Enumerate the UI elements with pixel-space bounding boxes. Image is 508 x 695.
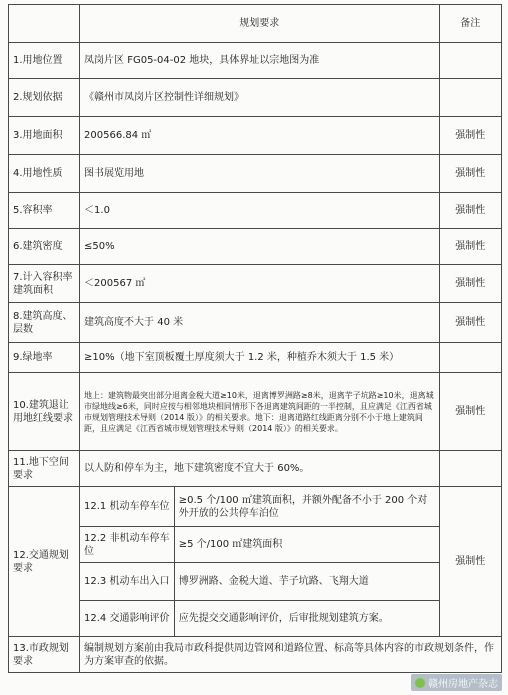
row-remark: 强制性 xyxy=(439,303,501,343)
traffic-sub-content: 应先提交交通影响评价，后审批规划建筑方案。 xyxy=(174,601,439,637)
row-remark: 强制性 xyxy=(439,265,501,303)
row-item: 5.容积率 xyxy=(9,193,80,229)
row-remark: 强制性 xyxy=(439,373,501,451)
row-item: 8.建筑高度、层数 xyxy=(9,303,80,343)
municipal-item: 13.市政规划要求 xyxy=(9,637,80,673)
table-row xyxy=(9,343,502,373)
traffic-sub-row xyxy=(9,487,502,527)
traffic-sub-content: ≥0.5 个/100 ㎡建筑面积，并额外配备不小于 200 个对外开放的公共停车泊位 xyxy=(174,487,439,527)
row-item: 2.规划依据 xyxy=(9,79,80,117)
table-row xyxy=(9,265,502,303)
row-item: 7.计入容积率建筑面积 xyxy=(9,265,80,303)
table-row xyxy=(9,155,502,193)
row-remark xyxy=(439,343,501,373)
row-content: 地上：建筑物最突出部分退离金税大道≥10米，退离博罗洲路≥8米，退离芋子坑路≥10米，退离城市绿地线≥6米，同时应按与相邻地块相同情形下各退离建筑间距的一半控制，且应满足《江西省城市规划管理技术导则（2014 版）》的相关要求。地下：退离道路红线距离分别不小于地上建筑间距，且应满足《江西省城市规划管理技术导则（2014 版）》的相关要求。 xyxy=(80,373,440,451)
traffic-sub-row xyxy=(9,527,502,563)
row-content: 以人防和停车为主，地下建筑密度不宜大于 60%。 xyxy=(80,451,440,487)
table-row xyxy=(9,193,502,229)
watermark xyxy=(411,674,502,691)
planning-conditions-sheet xyxy=(8,4,502,673)
wechat-icon xyxy=(415,678,425,688)
table-row xyxy=(9,79,502,117)
table-row xyxy=(9,303,502,343)
municipal-row xyxy=(9,637,502,673)
row-item: 3.用地面积 xyxy=(9,117,80,155)
traffic-sub-label: 12.3 机动车出入口 xyxy=(80,563,175,601)
traffic-sub-content: ≥5 个/100 ㎡建筑面积 xyxy=(174,527,439,563)
row-content: ＜1.0 xyxy=(80,193,440,229)
table-row xyxy=(9,43,502,79)
row-content: 《赣州市凤岗片区控制性详细规划》 xyxy=(80,79,440,117)
row-content: 凤岗片区 FG05-04-02 地块，具体界址以宗地图为准 xyxy=(80,43,440,79)
row-content: 图书展览用地 xyxy=(80,155,440,193)
row-item: 11.地下空间要求 xyxy=(9,451,80,487)
traffic-remark: 强制性 xyxy=(439,487,501,637)
traffic-sub-content: 博罗洲路、金税大道、芋子坑路、飞翔大道 xyxy=(174,563,439,601)
row-remark: 强制性 xyxy=(439,193,501,229)
row-item: 10.建筑退让用地红线要求 xyxy=(9,373,80,451)
row-remark: 强制性 xyxy=(439,155,501,193)
traffic-sub-row xyxy=(9,563,502,601)
row-content: ≥10%（地下室顶板覆土厚度须大于 1.2 米，种植乔木须大于 1.5 米） xyxy=(80,343,440,373)
remarks-header: 备注 xyxy=(439,5,501,43)
traffic-sub-label: 12.4 交通影响评价 xyxy=(80,601,175,637)
planning-table xyxy=(8,4,502,673)
row-content: ＜200567 ㎡ xyxy=(80,265,440,303)
row-item: 9.绿地率 xyxy=(9,343,80,373)
requirements-header: 规划要求 xyxy=(80,5,440,43)
table-header-row xyxy=(9,5,502,43)
table-row xyxy=(9,451,502,487)
row-content: 200566.84 ㎡ xyxy=(80,117,440,155)
row-remark xyxy=(439,43,501,79)
municipal-content: 编制规划方案前由我局市政科提供周边管网和道路位置、标高等具体内容的市政规划条件，作为方案审查的依据。 xyxy=(80,637,502,673)
row-remark xyxy=(439,451,501,487)
traffic-sub-label: 12.1 机动车停车位 xyxy=(80,487,175,527)
traffic-item: 12.交通规划要求 xyxy=(9,487,80,637)
row-remark xyxy=(439,79,501,117)
row-item: 6.建筑密度 xyxy=(9,229,80,265)
table-row xyxy=(9,229,502,265)
row-item: 1.用地位置 xyxy=(9,43,80,79)
row-content: 建筑高度不大于 40 米 xyxy=(80,303,440,343)
row-content: ≤50% xyxy=(80,229,440,265)
row-item: 4.用地性质 xyxy=(9,155,80,193)
watermark-text: 赣州房地产杂志 xyxy=(428,679,498,690)
table-row xyxy=(9,373,502,451)
row-remark: 强制性 xyxy=(439,117,501,155)
row-remark: 强制性 xyxy=(439,229,501,265)
table-row xyxy=(9,117,502,155)
traffic-sub-row xyxy=(9,601,502,637)
traffic-sub-label: 12.2 非机动车停车位 xyxy=(80,527,175,563)
